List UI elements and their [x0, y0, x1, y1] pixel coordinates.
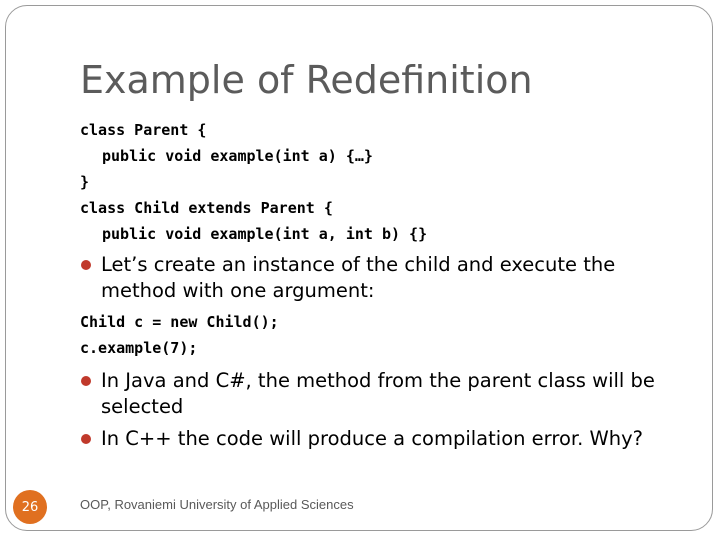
footer-text: OOP, Rovaniemi University of Applied Sciences: [80, 497, 354, 512]
code-line: c.example(7);: [80, 339, 198, 357]
bullet-text: In Java and C#, the method from the parent class will be selected: [101, 369, 655, 418]
slide-content: [80, 120, 680, 452]
code-line: class Parent {: [80, 121, 207, 139]
code-line: class Child extends Parent {: [80, 199, 333, 217]
code-line: public void example(int a) {…}: [102, 147, 373, 165]
bullet-dot-icon: [81, 376, 91, 386]
page-number: 26: [21, 499, 39, 515]
bullet-text: Let’s create an instance of the child and execute the method with one argument:: [101, 253, 616, 302]
bullet-dot-icon: [81, 260, 91, 270]
code-line: }: [80, 173, 90, 191]
bullet-item: [80, 252, 680, 304]
slide-title: Example of Redefinition: [80, 58, 533, 102]
code-line: Child c = new Child();: [80, 313, 279, 331]
bullet-item: [80, 368, 680, 420]
code-line: public void example(int a, int b) {}: [102, 225, 428, 243]
bullet-dot-icon: [81, 434, 91, 444]
bullet-item: [80, 426, 680, 452]
bullet-text: In C++ the code will produce a compilation error. Why?: [101, 427, 644, 450]
page-number-badge: [13, 490, 47, 524]
